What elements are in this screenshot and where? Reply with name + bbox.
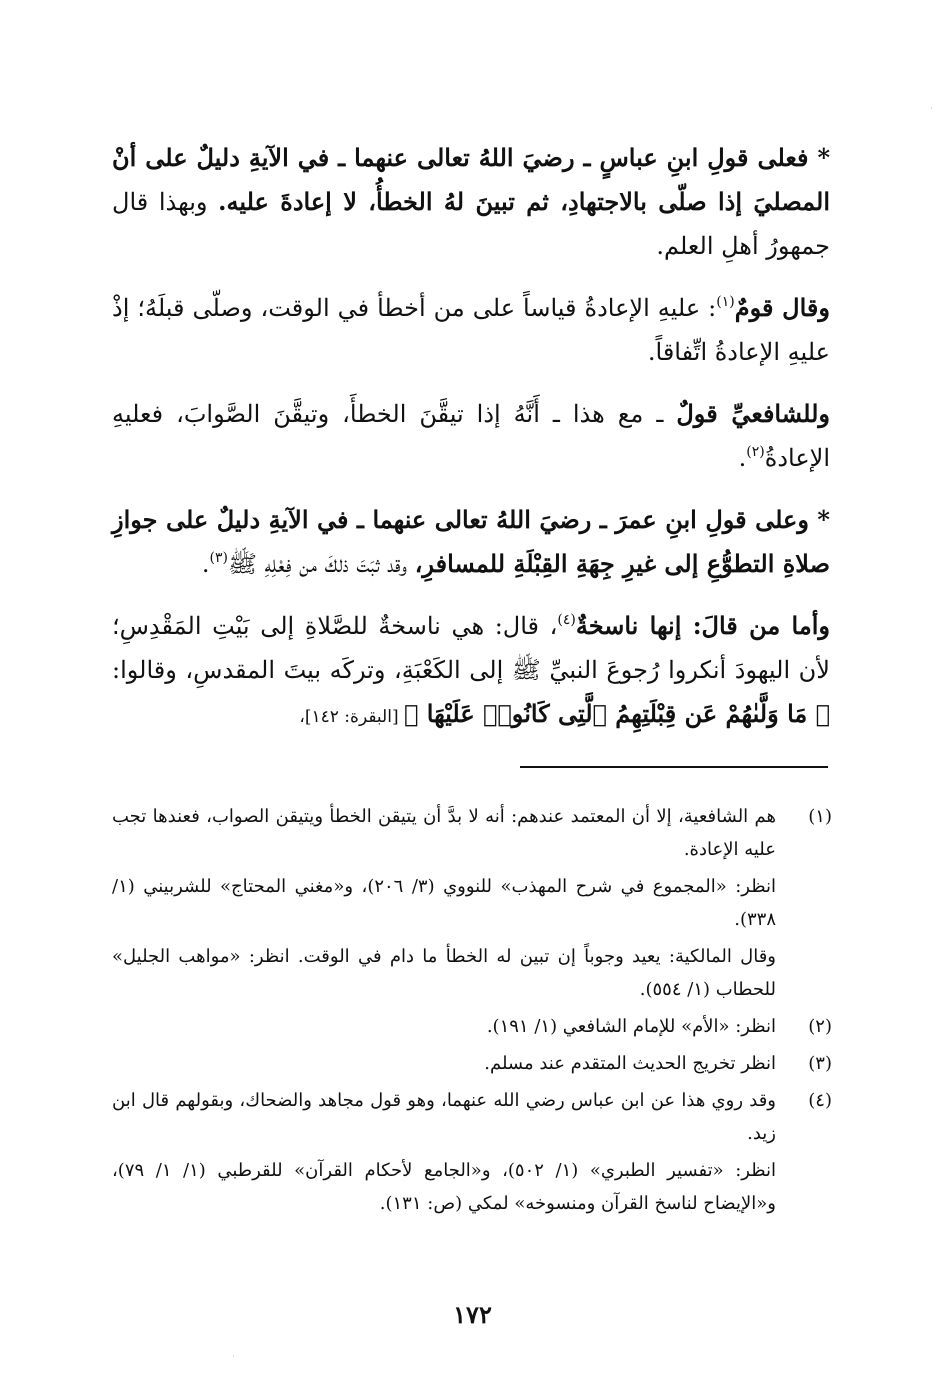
paragraph-5: [112, 604, 830, 739]
footnote-number: (٢): [808, 1016, 832, 1037]
footnote-ref-2[interactable]: (٢): [746, 444, 765, 460]
footnote-2: [112, 1010, 832, 1043]
footnote-ref-1[interactable]: (١): [716, 294, 735, 310]
footnote-separator: [520, 766, 828, 768]
paragraph-1-text: وبهذا قال جمهورُ أهلِ العلم.: [112, 188, 830, 260]
footnote-body: [112, 800, 776, 1006]
footnote-number: (١): [808, 806, 832, 827]
paragraph-3: [112, 392, 830, 480]
main-text: [112, 136, 830, 757]
paragraph-3-tail: .: [738, 444, 747, 472]
paragraph-4: [112, 498, 830, 586]
footnotes: [112, 800, 832, 1224]
footnote-line: وقد روي هذا عن ابن عباس رضي الله عنهما، وهو قول مجاهد والضحاك، وبقولهم قال ابن زيد.: [112, 1090, 776, 1144]
footnote-ref-4[interactable]: (٤): [557, 612, 576, 628]
scan-speck: ·: [930, 104, 933, 114]
footnote-line: انظر: «المجموع في شرح المهذب» للنووي (٣/ ٢٠٦)، و«مغني المحتاج» للشربيني (١/ ٣٣٨).: [112, 876, 776, 930]
paragraph-4-text: وقد ثبَتَ ذلكَ من فِعْلِهِ ﷺ: [228, 550, 415, 578]
verse-reference: [البقرة: ١٤٢]،: [299, 707, 404, 727]
paragraph-4-tail: .: [201, 550, 210, 578]
scan-speck: ·: [232, 1352, 235, 1362]
footnote-number: (٣): [808, 1053, 832, 1074]
paragraph-3-text: ـ مع هذا ـ أَنَّهُ إذا تيقَّنَ الخطأَ، وتيقَّنَ الصَّوابَ، فعليهِ الإعادةُ: [112, 400, 830, 472]
paragraph-5-bold: وأما من قالَ: إنها ناسخةٌ: [575, 611, 830, 640]
footnote-line: انظر تخريج الحديث المتقدم عند مسلم.: [484, 1053, 776, 1074]
paragraph-2: [112, 286, 830, 374]
paragraph-3-bold: وللشافعيِّ قولٌ: [676, 399, 830, 428]
paragraph-1: [112, 136, 830, 268]
paragraph-2-bold: وقال قومٌ: [734, 293, 830, 322]
footnote-line: وقال المالكية: يعيد وجوباً إن تبين له الخطأ ما دام في الوقت. انظر: «مواهب الجليل» للحطاب (١/ ٥٥٤).: [112, 946, 776, 1000]
paragraph-5-text: ، قال: هي ناسخةٌ للصَّلاةِ إلى بَيْتِ المَقْدِسِ؛ لأن اليهودَ أنكروا رُجوعَ النبيِّ ﷺ إلى الكَعْبَةِ، وتركَه بيتَ المقدسِ، وقالوا:: [112, 612, 830, 684]
footnote-4: [112, 1084, 832, 1220]
paragraph-4-bold: * وعلى قولِ ابنِ عمرَ ـ رضيَ اللهُ تعالى عنهما ـ في الآيةِ دليلٌ على جوازِ صلاةِ التطوُّعِ إلى غيرِ جِهَةِ القِبْلَةِ للمسافرِ،: [112, 505, 830, 578]
paragraph-1-bold: * فعلى قولِ ابنِ عباسٍ ـ رضيَ اللهُ تعالى عنهما ـ في الآيةِ دليلٌ على أنْ المصليَ إذا صلّى بالاجتهادِ، ثم تبينَ لهُ الخطأُ، لا إعادةَ عليه.: [112, 143, 830, 216]
footnote-number: (٤): [808, 1090, 832, 1111]
footnote-body: [112, 1084, 776, 1220]
footnote-body: [112, 1047, 776, 1080]
footnote-3: [112, 1047, 832, 1080]
footnote-1: [112, 800, 832, 1006]
paragraph-2-text: : عليهِ الإعادةُ قياساً على من أخطأ في الوقت، وصلّى قبلَهُ؛ إذْ عليهِ الإعادةُ اتِّفاقاً.: [112, 294, 830, 366]
footnote-body: [112, 1010, 776, 1043]
page-number: ١٧٢: [453, 1300, 492, 1329]
footnote-ref-3[interactable]: (٣): [209, 550, 228, 566]
footnote-line: انظر: «تفسير الطبري» (١/ ٥٠٢)، و«الجامع لأحكام القرآن» للقرطبي (١/ ١/ ٧٩)، و«الإيضاح لناسخ القرآن ومنسوخه» لمكي (ص: ١٣١).: [112, 1160, 776, 1214]
quran-verse: ﴿ مَا وَلَّىٰهُمْ عَن قِبْلَتِهِمُ ٱلَّتِى كَانُوا۟ عَلَيْهَا ﴾: [404, 699, 830, 728]
footnote-line: انظر: «الأم» للإمام الشافعي (١/ ١٩١).: [486, 1016, 776, 1037]
footnote-line: هم الشافعية، إلا أن المعتمد عندهم: أنه لا بدَّ أن يتيقن الخطأ ويتيقن الصواب، فعندها تجب عليه الإعادة.: [112, 806, 776, 860]
